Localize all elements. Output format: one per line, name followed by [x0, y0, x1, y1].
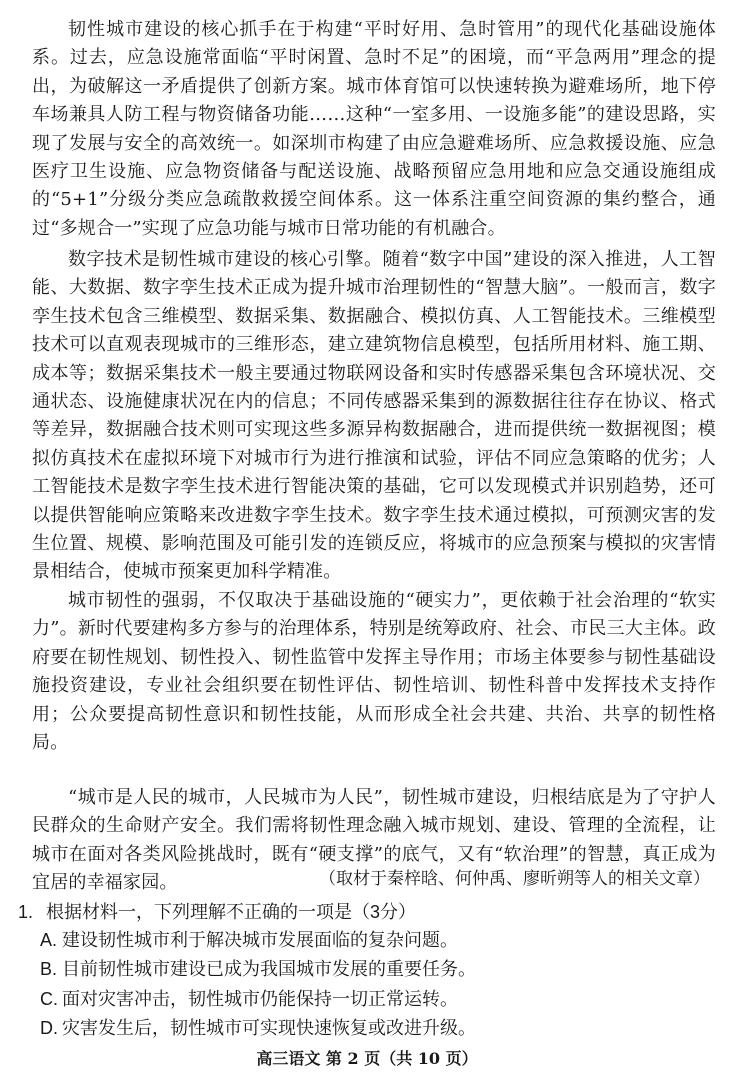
- option-c[interactable]: [40, 985, 458, 1014]
- question-1: [18, 898, 416, 927]
- passage-paragraph-4: “城市是人民的城市，人民城市为人民”，韧性城市建设，归根结底是为了守护人民群众的生命财产安全。我们需将韧性理念融入城市规划、建设、管理的全流程，让城市在面对各类风险挑战时，既有“硬支撑”的底气，又有“软治理”的智慧，真正成为宜居的幸福家园。: [32, 787, 716, 894]
- passage-paragraph-3: 城市韧性的强弱，不仅取决于基础设施的“硬实力”，更依赖于社会治理的“软实力”。新时代要建构多方参与的治理体系，特别是统筹政府、社会、市民三大主体。政府要在韧性规划、韧性投入、韧性监管中发挥主导作用；市场主体要参与韧性基础设施投资建设，专业社会组织要在韧性评估、韧性培训、韧性科普中发挥技术支持作用；公众要提高韧性意识和韧性技能，从而形成全社会共建、共治、共享的韧性格局。: [32, 590, 716, 754]
- source-citation: （取材于秦梓晗、何仲禹、廖昕朔等人的相关文章）: [319, 869, 710, 889]
- option-text: 灾害发生后，韧性城市可实现快速恢复或改进升级。: [62, 1018, 476, 1038]
- question-number: 1.: [18, 902, 34, 922]
- option-a[interactable]: [40, 926, 458, 955]
- option-b[interactable]: [40, 955, 476, 984]
- option-d[interactable]: [40, 1014, 476, 1043]
- option-letter: B.: [40, 959, 58, 979]
- option-letter: C.: [40, 989, 58, 1009]
- page-footer: 高三语文 第 2 页（共 10 页）: [256, 1049, 478, 1068]
- option-text: 建设韧性城市利于解决城市发展面临的复杂问题。: [62, 930, 458, 950]
- option-text: 面对灾害冲击，韧性城市仍能保持一切正常运转。: [62, 989, 458, 1009]
- passage-paragraph-1: 韧性城市建设的核心抓手在于构建“平时好用、急时管用”的现代化基础设施体系。过去，应急设施常面临“平时闲置、急时不足”的困境，而“平急两用”理念的提出，为破解这一矛盾提供了创新方案。城市体育馆可以快速转换为避难场所，地下停车场兼具人防工程与物资储备功能……这种“一室多用、一设施多能”的建设思路，实现了发展与安全的高效统一。如深圳市构建了由应急避难场所、应急救援设施、应急医疗卫生设施、应急物资储备与配送设施、战略预留应急用地和应急交通设施组成的“5+1”分级分类应急疏散救援空间体系。这一体系注重空间资源的集约整合，通过“多规合一”实现了应急功能与城市日常功能的有机融合。: [32, 19, 716, 239]
- passage-paragraph-2: 数字技术是韧性城市建设的核心引擎。随着“数字中国”建设的深入推进，人工智能、大数据、数字孪生技术正成为提升城市治理韧性的“智慧大脑”。一般而言，数字孪生技术包含三维模型、数据采集、数据融合、模拟仿真、人工智能技术。三维模型技术可以直观表现城市的三维形态，建立建筑物信息模型，包括所用材料、施工期、成本等；数据采集技术一般主要通过物联网设备和实时传感器采集包含环境状况、交通状态、设施健康状况在内的信息；不同传感器采集到的源数据往往存在协议、格式等差异，数据融合技术则可实现这些多源异构数据融合，进而提供统一数据视图；模拟仿真技术在虚拟环境下对城市行为进行推演和试验，评估不同应急策略的优劣；人工智能技术是数字孪生技术进行智能决策的基础，它可以发现模式并识别趋势，还可以提供智能响应策略来改进数字孪生技术。数字孪生技术通过模拟，可预测灾害的发生位置、规模、影响范围及可能引发的连锁反应，将城市的应急预案与模拟的灾害情景相结合，使城市预案更加科学精准。: [32, 249, 716, 583]
- question-stem: 根据材料一，下列理解不正确的一项是（3分）: [46, 902, 417, 922]
- option-letter: D.: [40, 1018, 58, 1038]
- option-text: 目前韧性城市建设已成为我国城市发展的重要任务。: [62, 959, 476, 979]
- option-letter: A.: [40, 930, 58, 950]
